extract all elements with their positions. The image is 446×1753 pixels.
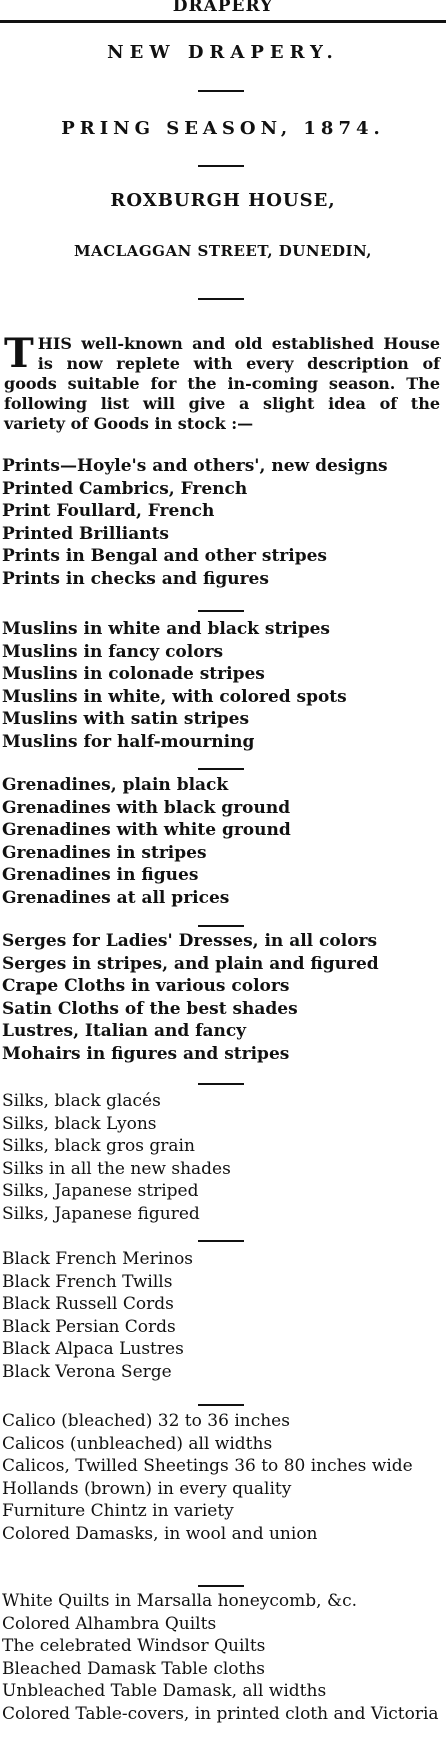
list-item: Colored Damasks, in wool and union bbox=[2, 1523, 318, 1544]
intro-paragraph bbox=[4, 330, 440, 434]
list-item: Black Alpaca Lustres bbox=[2, 1339, 184, 1359]
list-item: Grenadines in stripes bbox=[2, 842, 207, 863]
list-item: Calicos (unbleached) all widths bbox=[2, 1433, 273, 1454]
list-item: White Quilts in Marsalla honeycomb, &c. bbox=[2, 1591, 358, 1611]
list-item: Bleached Damask Table cloths bbox=[2, 1658, 266, 1679]
list-item: Grenadines at all prices bbox=[2, 887, 230, 908]
list-item: Muslins in white and black stripes bbox=[2, 619, 330, 639]
list-item: Calicos, Twilled Sheetings 36 to 80 inches wide bbox=[2, 1456, 413, 1476]
list-item: Silks in all the new shades bbox=[2, 1158, 231, 1179]
list-item: Colored Alhambra Quilts bbox=[2, 1613, 217, 1634]
divider-9 bbox=[198, 1404, 244, 1406]
list-item: Black French Twills bbox=[2, 1271, 173, 1292]
list-prints bbox=[2, 455, 442, 590]
list-item: Crape Cloths in various colors bbox=[2, 976, 290, 996]
section-label: DRAPERY bbox=[172, 0, 274, 16]
divider-5 bbox=[198, 768, 244, 770]
list-serges bbox=[2, 930, 442, 1065]
list-item: Silks, Japanese striped bbox=[2, 1181, 199, 1201]
list-item: Mohairs in figures and stripes bbox=[2, 1043, 290, 1064]
list-silks bbox=[2, 1090, 442, 1225]
season-line: PRING SEASON, 1874. bbox=[61, 118, 385, 139]
list-item: Muslins in white, with colored spots bbox=[2, 686, 347, 707]
divider-7 bbox=[198, 1083, 244, 1085]
list-black-fabrics bbox=[2, 1248, 442, 1383]
house-name: ROXBURGH HOUSE, bbox=[110, 190, 336, 211]
list-item: Grenadines, plain black bbox=[2, 775, 229, 795]
list-item: Muslins in colonade stripes bbox=[2, 664, 265, 684]
list-item: Lustres, Italian and fancy bbox=[2, 1021, 247, 1041]
list-quilts bbox=[2, 1590, 442, 1725]
list-item: Printed Brilliants bbox=[2, 523, 169, 544]
divider-3 bbox=[198, 298, 244, 300]
list-item: Silks, black Lyons bbox=[2, 1113, 157, 1134]
list-item: Grenadines in figues bbox=[2, 865, 199, 885]
list-item: Silks, black glacés bbox=[2, 1091, 161, 1111]
list-item: Black French Merinos bbox=[2, 1249, 194, 1269]
list-item: Serges for Ladies' Dresses, in all colors bbox=[2, 931, 378, 951]
divider-4 bbox=[198, 610, 244, 612]
list-item: Silks, black gros grain bbox=[2, 1136, 195, 1156]
list-item: Prints in Bengal and other stripes bbox=[2, 546, 327, 566]
list-item: Muslins in fancy colors bbox=[2, 641, 224, 662]
divider-6 bbox=[198, 925, 244, 927]
list-item: Grenadines with white ground bbox=[2, 820, 291, 840]
list-item: Colored Table-covers, in printed cloth and Victoria bbox=[2, 1703, 439, 1724]
list-calicos bbox=[2, 1410, 442, 1545]
intro-text: HIS well-known and old established House is now replete with every description of goods suitable for the in-coming season. The following list will give a slight idea of the variety of Goods in stock :— bbox=[4, 334, 440, 433]
list-item: Printed Cambrics, French bbox=[2, 478, 248, 499]
divider-8 bbox=[198, 1240, 244, 1242]
list-item: Muslins with satin stripes bbox=[2, 709, 250, 729]
list-item: Muslins for half-mourning bbox=[2, 731, 255, 752]
list-item: Furniture Chintz in variety bbox=[2, 1501, 234, 1521]
list-item: Calico (bleached) 32 to 36 inches bbox=[2, 1411, 290, 1431]
list-item: Black Persian Cords bbox=[2, 1316, 176, 1337]
title: NEW DRAPERY. bbox=[107, 42, 339, 63]
list-item: Prints—Hoyle's and others', new designs bbox=[2, 456, 388, 476]
list-item: Print Foullard, French bbox=[2, 501, 215, 521]
list-grenadines bbox=[2, 774, 442, 909]
divider-1 bbox=[198, 90, 244, 92]
list-item: Black Russell Cords bbox=[2, 1294, 174, 1314]
list-item: Grenadines with black ground bbox=[2, 797, 291, 818]
list-muslins bbox=[2, 618, 442, 753]
list-item: Black Verona Serge bbox=[2, 1361, 172, 1382]
address: MACLAGGAN STREET, DUNEDIN, bbox=[73, 242, 373, 260]
list-item: Prints in checks and figures bbox=[2, 568, 269, 589]
list-item: Unbleached Table Damask, all widths bbox=[2, 1681, 327, 1701]
list-item: Satin Cloths of the best shades bbox=[2, 998, 298, 1019]
section-rule bbox=[0, 20, 446, 23]
drop-cap: T bbox=[4, 330, 34, 377]
divider-10 bbox=[198, 1585, 244, 1587]
list-item: Silks, Japanese figured bbox=[2, 1203, 200, 1224]
divider-2 bbox=[198, 165, 244, 167]
list-item: Hollands (brown) in every quality bbox=[2, 1478, 292, 1499]
list-item: The celebrated Windsor Quilts bbox=[2, 1636, 266, 1656]
list-item: Serges in stripes, and plain and figured bbox=[2, 953, 379, 974]
